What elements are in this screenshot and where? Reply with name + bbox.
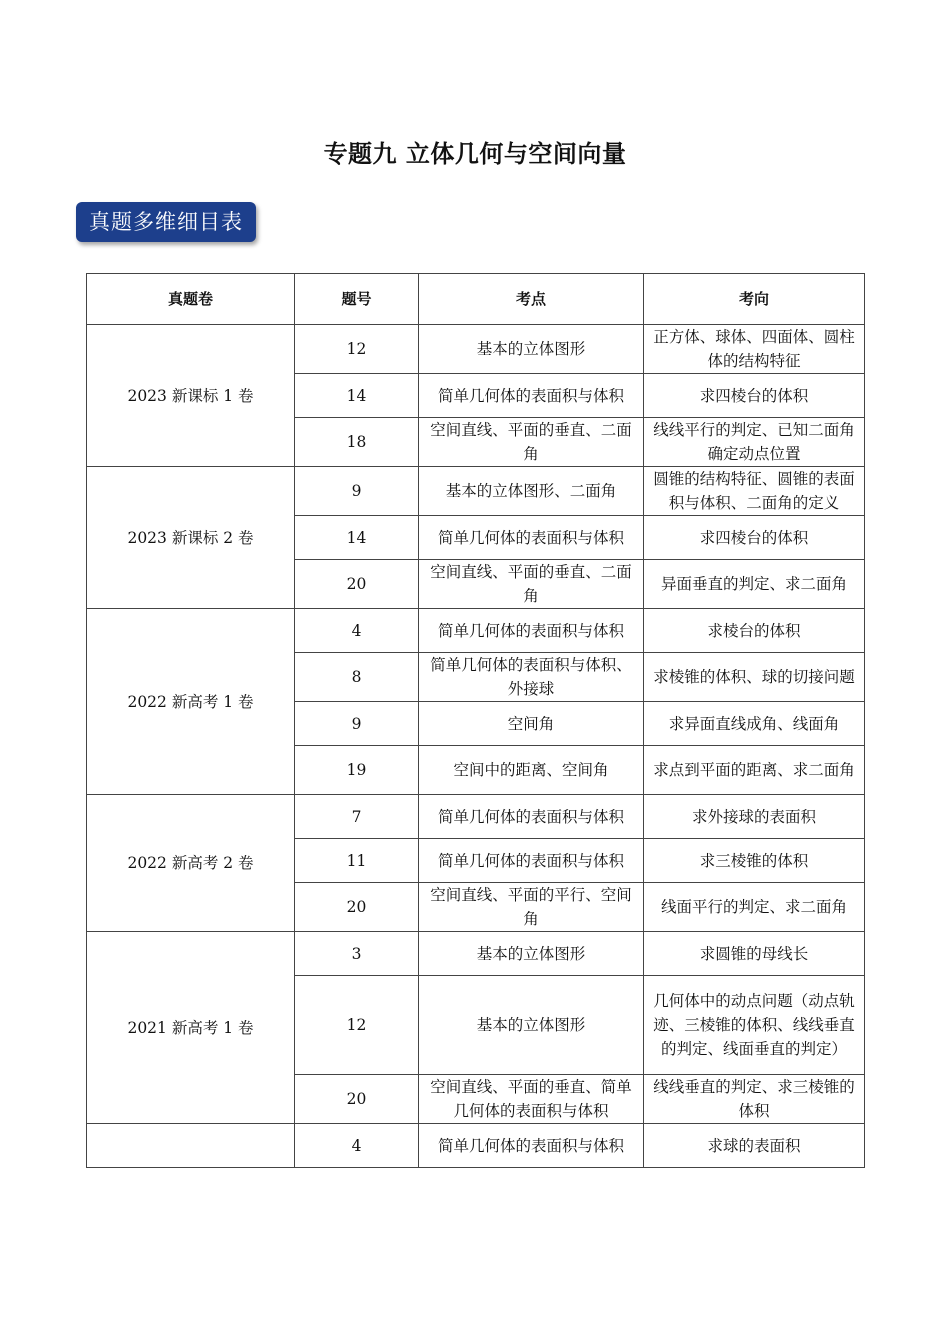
test-point-cell: 基本的立体图形、二面角 <box>419 467 644 516</box>
test-direction-cell: 求四棱台的体积 <box>644 516 865 560</box>
test-point-cell: 简单几何体的表面积与体积 <box>419 839 644 883</box>
test-point-cell: 空间直线、平面的垂直、简单几何体的表面积与体积 <box>419 1075 644 1124</box>
test-point-cell: 空间直线、平面的垂直、二面角 <box>419 418 644 467</box>
table-row <box>87 932 865 976</box>
header-test-point: 考点 <box>419 274 644 325</box>
test-direction-cell: 求点到平面的距离、求二面角 <box>644 746 865 795</box>
question-number-cell: 7 <box>295 795 419 839</box>
table-row <box>87 609 865 653</box>
question-number-cell: 12 <box>295 976 419 1075</box>
test-direction-cell: 求圆锥的母线长 <box>644 932 865 976</box>
paper-cell: 2022 新高考 2 卷 <box>87 795 295 932</box>
table-row <box>87 795 865 839</box>
test-direction-cell: 线线平行的判定、已知二面角确定动点位置 <box>644 418 865 467</box>
test-point-cell: 空间直线、平面的垂直、二面角 <box>419 560 644 609</box>
test-direction-cell: 异面垂直的判定、求二面角 <box>644 560 865 609</box>
section-badge: 真题多维细目表 <box>76 202 256 242</box>
paper-cell: 2023 新课标 2 卷 <box>87 467 295 609</box>
question-number-cell: 8 <box>295 653 419 702</box>
table-header-row <box>87 274 865 325</box>
test-point-cell: 简单几何体的表面积与体积 <box>419 516 644 560</box>
test-direction-cell: 求球的表面积 <box>644 1124 865 1168</box>
table-row <box>87 1124 865 1168</box>
test-direction-cell: 线线垂直的判定、求三棱锥的体积 <box>644 1075 865 1124</box>
paper-cell <box>87 1124 295 1168</box>
paper-cell: 2022 新高考 1 卷 <box>87 609 295 795</box>
test-point-cell: 基本的立体图形 <box>419 976 644 1075</box>
test-point-cell: 简单几何体的表面积与体积 <box>419 795 644 839</box>
test-direction-cell: 求异面直线成角、线面角 <box>644 702 865 746</box>
question-number-cell: 14 <box>295 374 419 418</box>
question-number-cell: 20 <box>295 1075 419 1124</box>
test-direction-cell: 求棱台的体积 <box>644 609 865 653</box>
header-test-direction: 考向 <box>644 274 865 325</box>
question-number-cell: 20 <box>295 560 419 609</box>
test-direction-cell: 求棱锥的体积、球的切接问题 <box>644 653 865 702</box>
header-paper: 真题卷 <box>87 274 295 325</box>
test-direction-cell: 求外接球的表面积 <box>644 795 865 839</box>
question-number-cell: 18 <box>295 418 419 467</box>
question-number-cell: 4 <box>295 1124 419 1168</box>
page-title: 专题九 立体几何与空间向量 <box>323 140 627 168</box>
test-point-cell: 简单几何体的表面积与体积 <box>419 374 644 418</box>
question-number-cell: 3 <box>295 932 419 976</box>
test-point-cell: 空间角 <box>419 702 644 746</box>
question-number-cell: 9 <box>295 467 419 516</box>
paper-cell: 2021 新高考 1 卷 <box>87 932 295 1124</box>
question-number-cell: 4 <box>295 609 419 653</box>
test-point-cell: 简单几何体的表面积与体积 <box>419 1124 644 1168</box>
test-direction-cell: 线面平行的判定、求二面角 <box>644 883 865 932</box>
test-point-cell: 基本的立体图形 <box>419 325 644 374</box>
test-direction-cell: 求三棱锥的体积 <box>644 839 865 883</box>
test-point-cell: 空间直线、平面的平行、空间角 <box>419 883 644 932</box>
question-number-cell: 14 <box>295 516 419 560</box>
test-direction-cell: 几何体中的动点问题（动点轨迹、三棱锥的体积、线线垂直的判定、线面垂直的判定） <box>644 976 865 1075</box>
exam-table <box>86 273 865 1168</box>
question-number-cell: 19 <box>295 746 419 795</box>
test-point-cell: 基本的立体图形 <box>419 932 644 976</box>
test-point-cell: 简单几何体的表面积与体积、外接球 <box>419 653 644 702</box>
table-row <box>87 325 865 374</box>
header-question-number: 题号 <box>295 274 419 325</box>
test-point-cell: 简单几何体的表面积与体积 <box>419 609 644 653</box>
question-number-cell: 20 <box>295 883 419 932</box>
paper-cell: 2023 新课标 1 卷 <box>87 325 295 467</box>
table-row <box>87 467 865 516</box>
test-direction-cell: 圆锥的结构特征、圆锥的表面积与体积、二面角的定义 <box>644 467 865 516</box>
test-direction-cell: 正方体、球体、四面体、圆柱体的结构特征 <box>644 325 865 374</box>
question-number-cell: 11 <box>295 839 419 883</box>
question-number-cell: 9 <box>295 702 419 746</box>
question-number-cell: 12 <box>295 325 419 374</box>
test-point-cell: 空间中的距离、空间角 <box>419 746 644 795</box>
test-direction-cell: 求四棱台的体积 <box>644 374 865 418</box>
